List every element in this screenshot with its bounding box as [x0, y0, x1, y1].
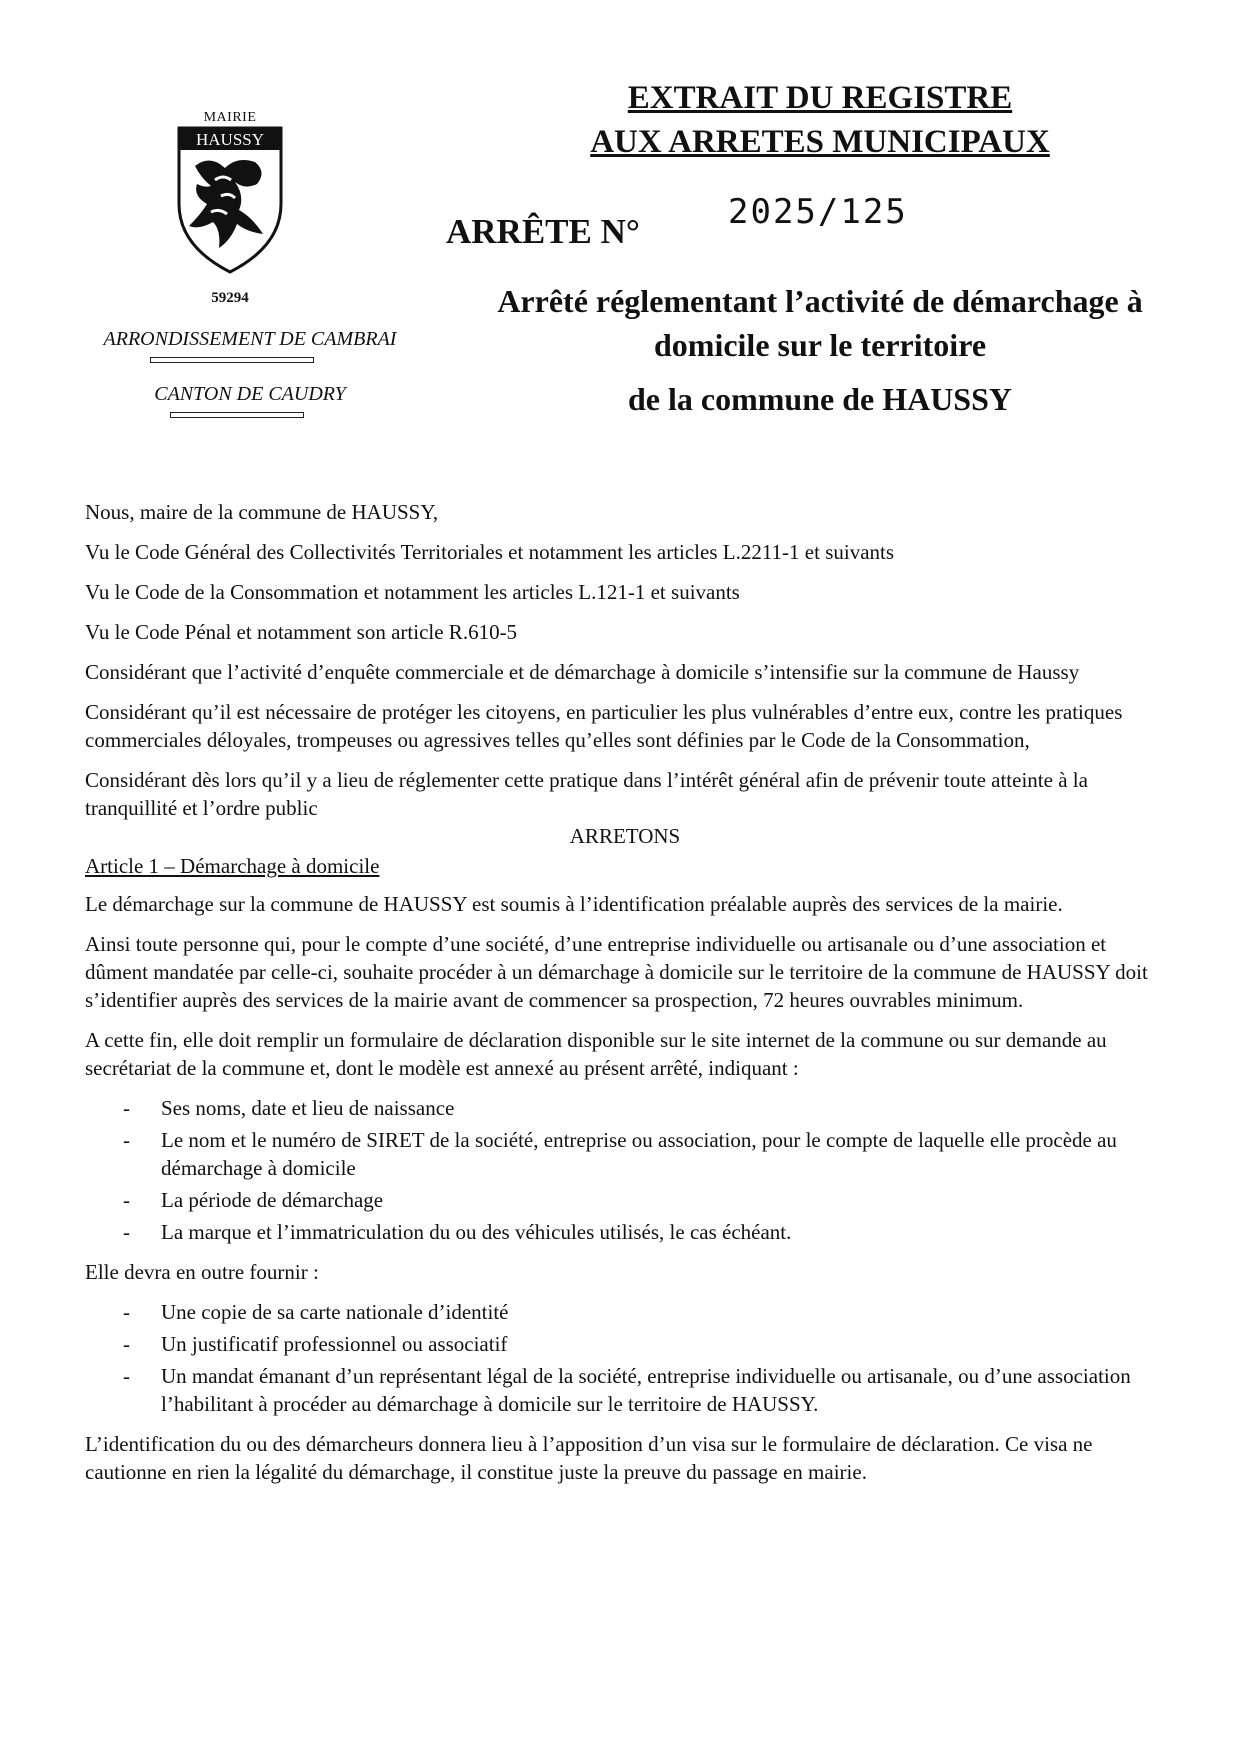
decree-title-line-3: de la commune de HAUSSY: [627, 381, 1012, 417]
article-paragraph: A cette fin, elle doit remplir un formulaire de déclaration disponible sur le site internet de la commune ou sur demande au secrétariat de la commune et, dont le modèle est annexé au présent arrêté, indiquant :: [85, 1028, 1107, 1080]
required-documents-list: [85, 1298, 1165, 1418]
list-dash: -: [123, 1364, 130, 1388]
list-item: - Un justificatif professionnel ou associatif: [123, 1332, 508, 1356]
list-item: - Un mandat émanant d’un représentant légal de la société, entreprise individuelle ou artisanale, ou d’une association l’habilitant à procéder au démarchage à domicile sur le territoire de HAUSSY.: [123, 1364, 1131, 1416]
register-title-line-1: EXTRAIT DU REGISTRE: [627, 80, 1013, 116]
list-item: - Une copie de sa carte nationale d’identité: [123, 1300, 509, 1324]
article-paragraph: Le démarchage sur la commune de HAUSSY est soumis à l’identification préalable auprès des services de la mairie.: [85, 892, 1063, 916]
article-1-title: Article 1 – Démarchage à domicile: [85, 854, 380, 878]
article-paragraph: L’identification du ou des démarcheurs donnera lieu à l’apposition d’un visa sur le formulaire de déclaration. Ce visa ne cautionne en rien la légalité du démarchage, il constitue juste la preuve du passage en mairie.: [85, 1432, 1093, 1484]
arretons-heading: ARRETONS: [569, 824, 681, 848]
canton: CANTON DE CAUDRY: [154, 383, 346, 405]
divider-bar: [170, 412, 304, 418]
arrete-label: ARRÊTE N°: [446, 212, 640, 251]
divider-bar: [150, 357, 314, 363]
list-item: - Ses noms, date et lieu de naissance: [123, 1096, 455, 1120]
declaration-items-list: [85, 1094, 1165, 1246]
arrondissement: ARRONDISSEMENT DE CAMBRAI: [103, 328, 397, 350]
postcode: 59294: [211, 290, 249, 306]
mairie-label: MAIRIE: [203, 110, 257, 125]
list-dash: -: [123, 1128, 130, 1152]
considerant-paragraph: Considérant que l’activité d’enquête commerciale et de démarchage à domicile s’intensifie sur la commune de Haussy: [85, 660, 1080, 684]
list-dash: -: [123, 1300, 130, 1324]
article-paragraph: Ainsi toute personne qui, pour le compte d’une société, d’une entreprise individuelle ou artisanale ou d’une association et dûment mandatée par celle-ci, souhaite procéder à un démarchage à domicile sur le territoire de la commune de HAUSSY doit s’identifier auprès des services de la mairie avant de commencer sa prospection, 72 heures ouvrables minimum.: [85, 932, 1148, 1012]
list-dash: -: [123, 1096, 130, 1120]
intro-paragraph: Nous, maire de la commune de HAUSSY,: [85, 500, 439, 524]
vu-paragraph: Vu le Code Pénal et notamment son article R.610-5: [85, 620, 518, 644]
list-item: - La marque et l’immatriculation du ou des véhicules utilisés, le cas échéant.: [123, 1220, 792, 1244]
arrete-number: 2025/125: [728, 192, 908, 232]
vu-paragraph: Vu le Code de la Consommation et notamment les articles L.121-1 et suivants: [85, 580, 740, 604]
list-dash: -: [123, 1220, 130, 1244]
article-paragraph: Elle devra en outre fournir :: [85, 1260, 319, 1284]
list-dash: -: [123, 1332, 130, 1356]
considerant-paragraph: Considérant qu’il est nécessaire de protéger les citoyens, en particulier les plus vulnérables d’entre eux, contre les pratiques commerciales déloyales, trompeuses ou agressives telles qu’elles sont définies par le Code de la Consommation,: [85, 700, 1123, 752]
considerant-paragraph: Considérant dès lors qu’il y a lieu de réglementer cette pratique dans l’intérêt général afin de prévenir toute atteinte à la tranquillité et l’ordre public: [85, 768, 1088, 820]
crest-name: HAUSSY: [195, 130, 265, 149]
decree-title-line-1: Arrêté réglementant l’activité de démarchage à: [497, 283, 1143, 319]
coat-of-arms-shield: [175, 126, 285, 274]
document-body: [85, 498, 1165, 1498]
decree-title-line-2: domicile sur le territoire: [653, 327, 987, 363]
list-dash: -: [123, 1188, 130, 1212]
register-title-line-2: AUX ARRETES MUNICIPAUX: [590, 124, 1050, 160]
list-item: - Le nom et le numéro de SIRET de la société, entreprise ou association, pour le compte de laquelle elle procède au démarchage à domicile: [123, 1128, 1117, 1180]
vu-paragraph: Vu le Code Général des Collectivités Territoriales et notamment les articles L.2211-1 et suivants: [85, 540, 895, 564]
municipal-crest: [150, 110, 310, 274]
list-item: - La période de démarchage: [123, 1188, 384, 1212]
